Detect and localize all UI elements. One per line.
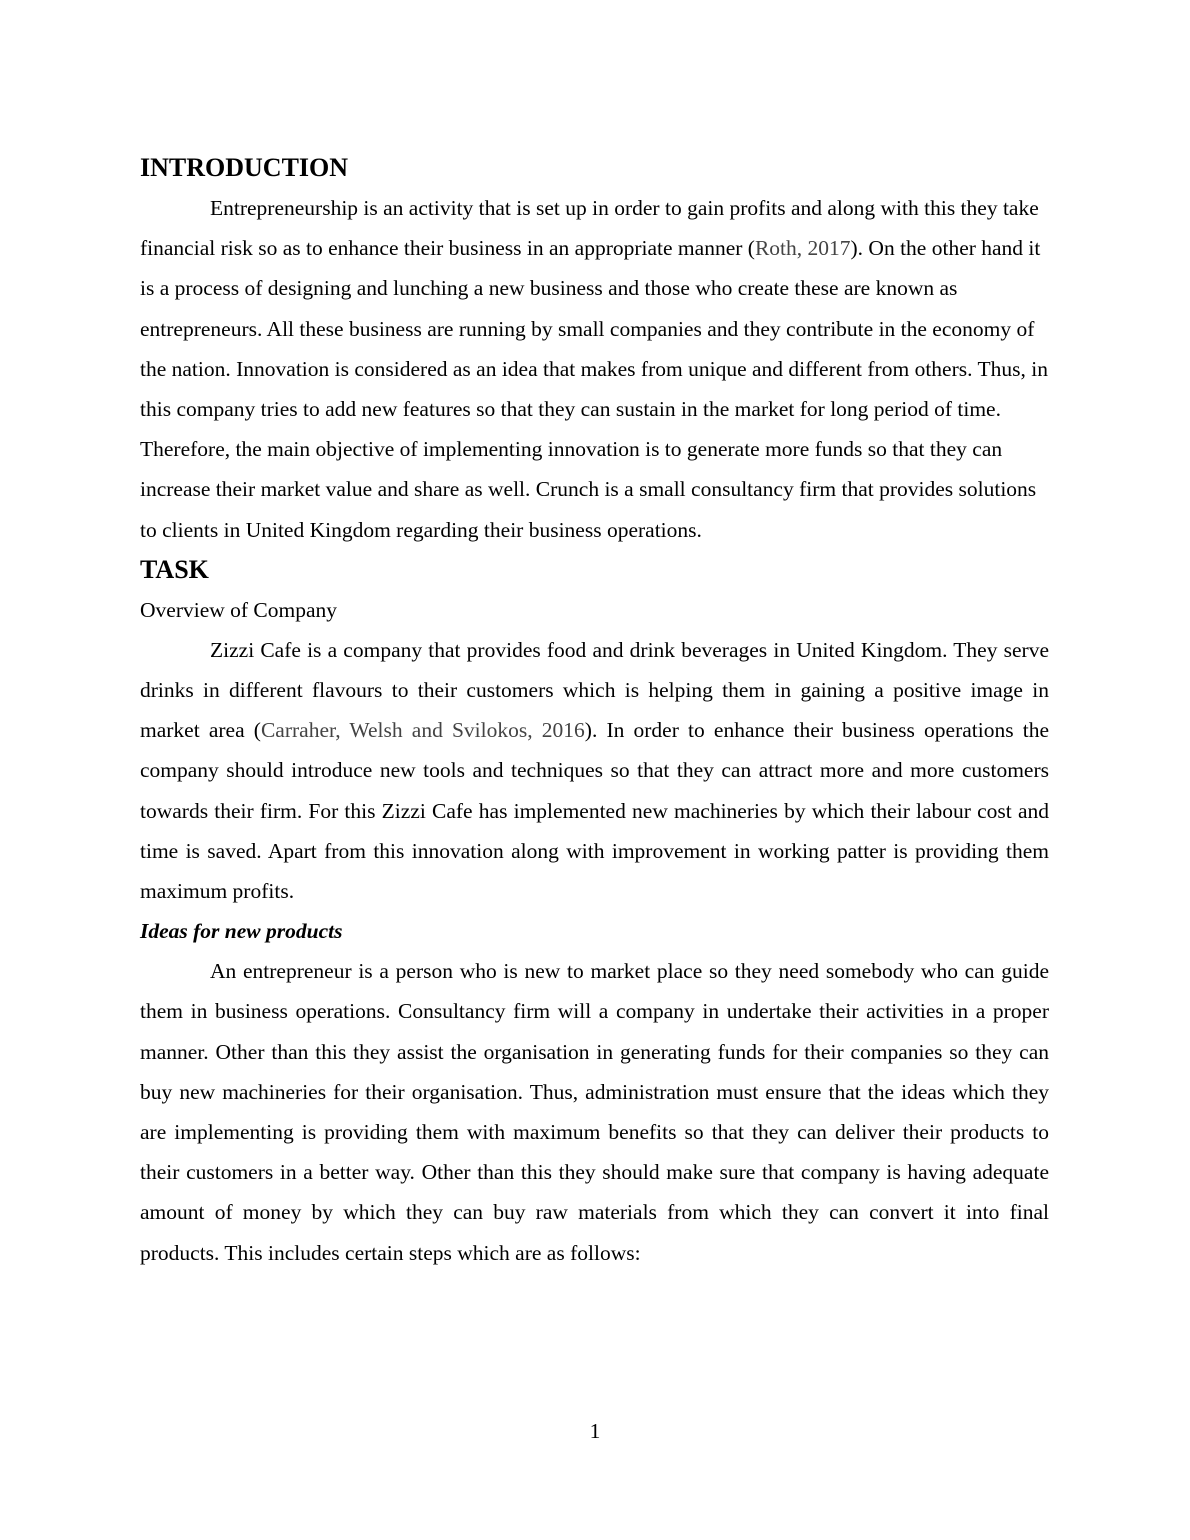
overview-text-part-1: Zizzi Cafe is a company that provides food and drink beverages in United Kingdom. They serve drinks in different flavours to their customers which is helping them in gaining a positive image in market area ( (140, 637, 1049, 743)
introduction-paragraph (140, 188, 1049, 550)
page-number: 1 (589, 1419, 601, 1443)
task-heading: TASK (140, 554, 209, 584)
ideas-paragraph: An entrepreneur is a person who is new to market place so they need somebody who can guide them in business operations. Consultancy firm will a company in undertake their activities in a proper manner. Other than this they assist the organisation in generating funds for their companies so they can buy new machineries for their organisation. Thus, administration must ensure that the ideas which they are implementing is providing them with maximum benefits so that they can deliver their products to their customers in a better way. Other than this they should make sure that company is having adequate amount of money by which they can buy raw materials from which they can convert it into final products. This includes certain steps which are as follows: (140, 959, 1049, 1265)
overview-heading: Overview of Company (140, 597, 338, 622)
overview-text-part-2: ). In order to enhance their business operations the company should introduce new tools and techniques so that they can attract more and more customers towards their firm. For this Zizzi Cafe has implemented new machineries by which their labour cost and time is saved. Apart from this innovation along with improvement in working patter is providing them maximum profits. (140, 718, 1050, 904)
ideas-heading: Ideas for new products (140, 919, 343, 944)
introduction-heading: INTRODUCTION (140, 153, 349, 182)
introduction-text-part-1: Entrepreneurship is an activity that is set up in order to gain profits and along with this they take financial risk so as to enhance their business in an appropriate manner ( (140, 196, 1039, 261)
introduction-text-part-2: ). On the other hand it is a process of designing and lunching a new business and those who create these are known as entrepreneurs. All these business are running by small companies and they contribute in the economy of the nation. Innovation is considered as an idea that makes from unique and different from others. Thus, in this company tries to add new features so that they can sustain in the market for long period of time. Therefore, the main objective of implementing innovation is to generate more funds so that they can increase their market value and share as well. Crunch is a small consultancy firm that provides solutions to clients in United Kingdom regarding their business operations. (140, 236, 1048, 542)
document-page (140, 148, 1049, 1273)
overview-paragraph (140, 630, 1049, 911)
citation-carraher: Carraher, Welsh and Svilokos, 2016 (260, 718, 585, 743)
citation-roth: Roth, 2017 (754, 236, 851, 261)
